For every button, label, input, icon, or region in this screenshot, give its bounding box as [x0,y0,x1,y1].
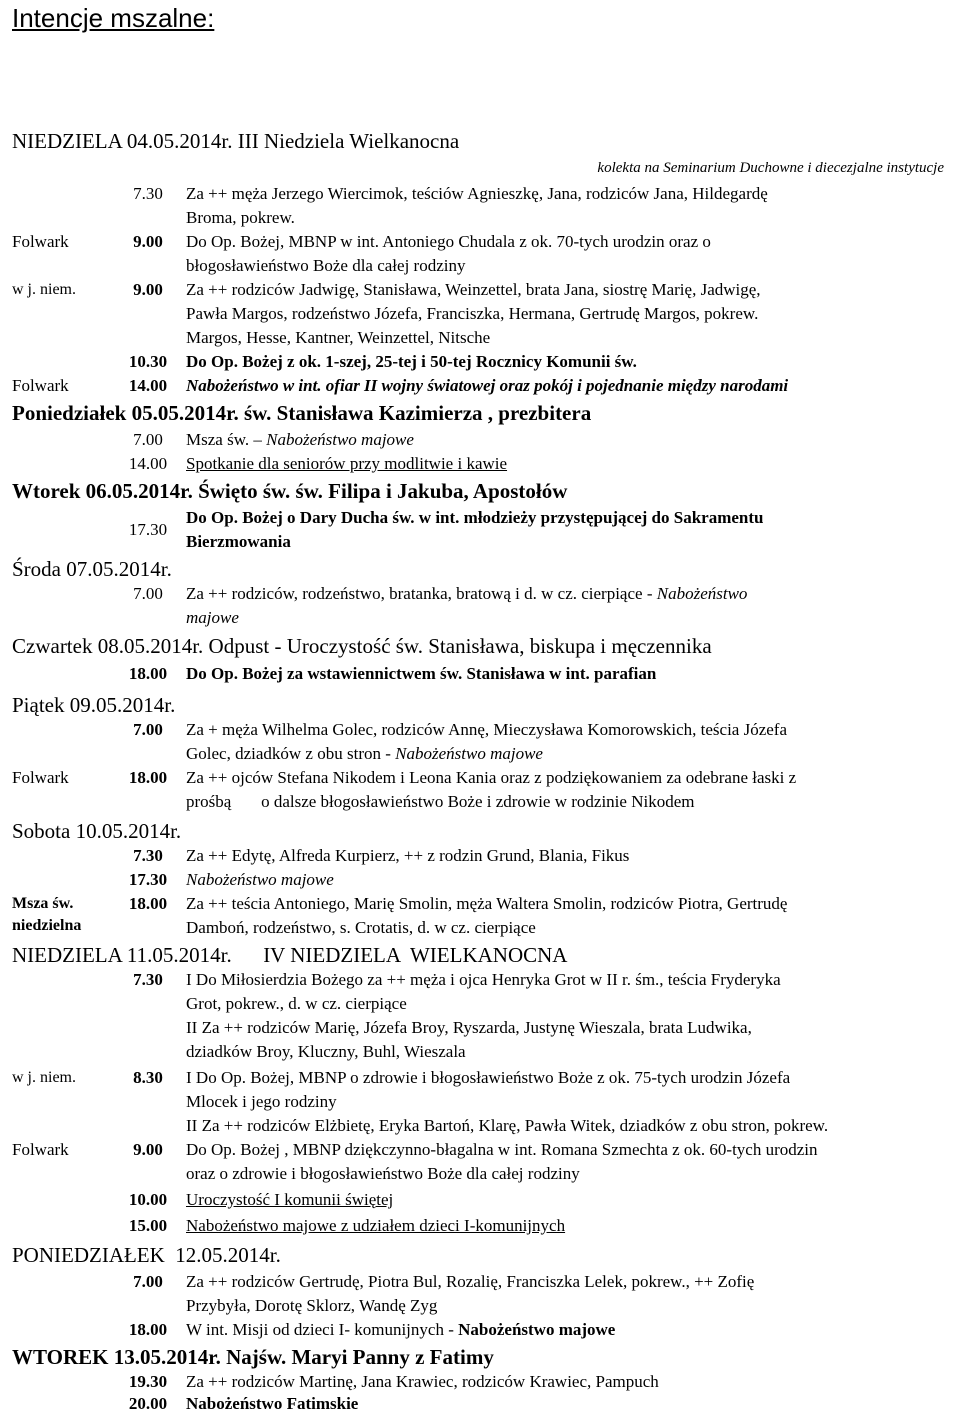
mass-time: 7.30 [133,184,163,203]
mass-time: 17.30 [128,520,168,539]
mass-time: 14.00 [128,376,168,395]
location-label: Folwark [12,768,69,787]
language-label: w j. niem. [12,1069,76,1086]
mass-intention: Broma, pokrew. [186,208,295,227]
mass-intention: prośbą o dalsze błogosławieństwo Boże i zdrowie w rodzinie Nikodem [186,792,695,811]
language-label: w j. niem. [12,281,76,298]
mass-intention: II Za ++ rodziców Marię, Józefa Broy, Ryszarda, Justynę Wieszala, brata Ludwika, [186,1018,752,1037]
mass-time: 9.00 [133,1140,163,1159]
mass-intention: Przybyła, Dorotę Sklorz, Wandę Zyg [186,1296,438,1315]
mass-intention: Za ++ teścia Antoniego, Marię Smolin, męża Waltera Smolin, rodziców Piotra, Gertrudę [186,894,788,913]
day-header: NIEDZIELA 04.05.2014r. III Niedziela Wielkanocna [12,129,460,153]
mass-intention: Golec, dziadków z obu stron - [186,744,396,763]
mass-time: 14.00 [128,454,168,473]
mass-intention: Za ++ rodziców, rodzeństwo, bratanka, bratową i d. w cz. cierpiące - [186,584,657,603]
mass-time: 7.30 [133,970,163,989]
mass-intention: Za ++ rodziców Martinę, Jana Krawiec, rodziców Krawiec, Pampuch [186,1372,659,1391]
page-title: Intencje mszalne: [12,3,215,33]
mass-intention: Nabożeństwo Fatimskie [186,1394,359,1413]
mass-intention: Do Op. Bożej za wstawiennictwem św. Stanisława w int. parafian [186,664,657,683]
mass-intention: Msza św. – [186,430,267,449]
location-label: Folwark [12,232,69,251]
day-header: Poniedziałek 05.05.2014r. św. Stanisława Kazimierza , prezbitera [12,401,592,425]
mass-intention: Pawła Margos, rodzeństwo Józefa, Franciszka, Hermana, Gertrudę Margos, pokrew. [186,304,759,323]
day-header: Wtorek 06.05.2014r. Święto św. św. Filipa i Jakuba, Apostołów [12,479,568,503]
mass-time: 10.30 [128,352,168,371]
mass-time: 18.00 [128,894,168,913]
mass-time: 15.00 [128,1216,168,1235]
day-header: Piątek 09.05.2014r. [12,693,176,717]
mass-time: 18.00 [128,1320,168,1339]
mass-time: 19.30 [128,1372,168,1391]
mass-time: 7.30 [133,846,163,865]
mass-intention: Uroczystość I komunii świętej [186,1190,394,1209]
mass-intention: Nabożeństwo majowe [186,870,334,889]
mass-intention: W int. Misji od dzieci I- komunijnych - [186,1320,459,1339]
location-label: niedzielna [12,917,82,934]
mass-time: 7.00 [133,720,163,739]
mass-intention: II Za ++ rodziców Elżbietę, Eryka Bartoń, Klarę, Pawła Witek, dziadków z obu stron, pokrew. [186,1116,829,1135]
mass-intention: Nabożeństwo majowe [395,744,543,763]
mass-intention: I Do Miłosierdzia Bożego za ++ męża i ojca Henryka Grot w II r. śm., teścia Fryderyka [186,970,781,989]
mass-time: 17.30 [128,870,168,889]
day-header: Sobota 10.05.2014r. [12,819,182,843]
mass-intention: Za ++ rodziców Gertrudę, Piotra Bul, Rozalię, Franciszka Lelek, pokrew., ++ Zofię [186,1272,755,1291]
day-header: Środa 07.05.2014r. [12,557,172,581]
location-label: Folwark [12,376,69,395]
mass-intention: Mlocek i jego rodziny [186,1092,337,1111]
mass-time: 8.30 [133,1068,163,1087]
mass-time: 7.00 [133,430,163,449]
mass-intention: Za ++ męża Jerzego Wiercimok, teściów Agnieszkę, Jana, rodziców Jana, Hildegardę [186,184,768,203]
mass-time: 20.00 [128,1394,168,1413]
mass-intention: Do Op. Bożej z ok. 1-szej, 25-tej i 50-tej Rocznicy Komunii św. [186,352,637,371]
mass-intention: Grot, pokrew., d. w cz. cierpiące [186,994,407,1013]
mass-intention: Nabożeństwo [656,584,748,603]
mass-intention: Nabożeństwo majowe z udziałem dzieci I-komunijnych [186,1216,566,1235]
mass-intention: oraz o zdrowie i błogosławieństwo Boże dla całej rodziny [186,1164,580,1183]
mass-intention: Do Op. Bożej o Dary Ducha św. w int. młodzieży przystępującej do Sakramentu [186,508,764,527]
mass-intention: Nabożeństwo w int. ofiar II wojny światowej oraz pokój i pojednanie między narodami [186,376,789,395]
mass-intention: Za ++ Edytę, Alfreda Kurpierz, ++ z rodzin Grund, Blania, Fikus [186,846,630,865]
mass-intention: Nabożeństwo majowe [458,1320,616,1339]
mass-intention: Margos, Hesse, Kantner, Weinzettel, Nitsche [186,328,491,347]
mass-intention: Do Op. Bożej, MBNP w int. Antoniego Chudala z ok. 70-tych urodzin oraz o [186,232,711,251]
mass-intention: Za ++ rodziców Jadwigę, Stanisława, Weinzettel, brata Jana, siostrę Marię, Jadwigę, [186,280,761,299]
mass-time: 10.00 [128,1190,168,1209]
mass-intention: Bierzmowania [186,532,291,551]
mass-intention: majowe [186,608,239,627]
mass-time: 18.00 [128,664,168,683]
day-header: NIEDZIELA 11.05.2014r. IV NIEDZIELA WIELKANOCNA [12,943,568,967]
mass-intention: Nabożeństwo majowe [266,430,414,449]
mass-intention: Do Op. Bożej , MBNP dziękczynno-błagalna w int. Romana Szmechta z ok. 60-tych urodzin [186,1140,818,1159]
day-header: PONIEDZIAŁEK 12.05.2014r. [12,1243,281,1267]
day-header: WTOREK 13.05.2014r. Najśw. Maryi Panny z Fatimy [12,1345,494,1369]
mass-intention: Za + męża Wilhelma Golec, rodziców Annę, Mieczysława Komorowskich, teścia Józefa [186,720,788,739]
mass-intention: dziadków Broy, Kluczny, Buhl, Wieszala [186,1042,466,1061]
mass-intention: Spotkanie dla seniorów przy modlitwie i kawie [186,454,508,473]
mass-intention: I Do Op. Bożej, MBNP o zdrowie i błogosławieństwo Boże z ok. 75-tych urodzin Józefa [186,1068,791,1087]
mass-intention: Za ++ ojców Stefana Nikodem i Leona Kania oraz z podziękowaniem za odebrane łaski z [186,768,797,787]
location-label: Msza św. [12,895,74,912]
mass-time: 7.00 [133,584,163,603]
day-subtitle: kolekta na Seminarium Duchowne i diecezjalne instytucje [597,160,944,176]
mass-time: 7.00 [133,1272,163,1291]
mass-time: 9.00 [133,232,163,251]
location-label: Folwark [12,1140,69,1159]
day-header: Czwartek 08.05.2014r. Odpust - Uroczystość św. Stanisława, biskupa i męczennika [12,634,712,658]
mass-intention: Damboń, rodzeństwo, s. Crotatis, d. w cz. cierpiące [186,918,536,937]
mass-time: 9.00 [133,280,163,299]
mass-intention: błogosławieństwo Boże dla całej rodziny [186,256,466,275]
mass-time: 18.00 [128,768,168,787]
